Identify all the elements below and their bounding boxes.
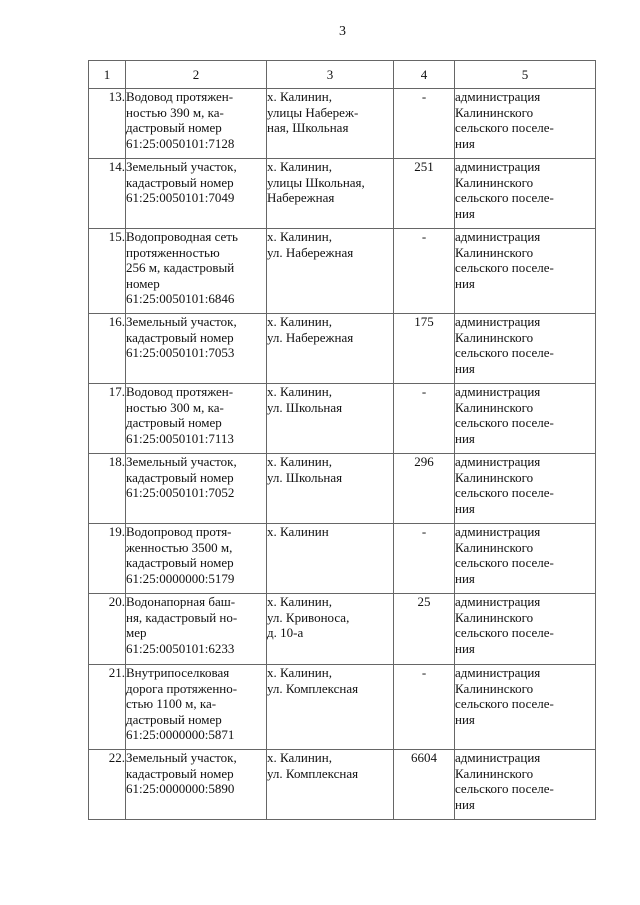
address: х. Калинин, улицы Школьная, Набережная bbox=[267, 159, 365, 205]
owner: администрация Калининского сельского поселе- ния bbox=[455, 159, 554, 221]
area-value: 175 bbox=[414, 314, 434, 329]
row-number-cell bbox=[89, 454, 126, 524]
object-name-cell bbox=[126, 594, 267, 665]
address: х. Калинин, ул. Школьная bbox=[267, 384, 343, 415]
table-row bbox=[89, 314, 596, 384]
address-cell bbox=[267, 159, 394, 229]
area-cell bbox=[394, 89, 455, 159]
column-header-name: 2 bbox=[126, 61, 267, 89]
owner-cell bbox=[455, 89, 596, 159]
address: х. Калинин, ул. Кривоноса, д. 10-а bbox=[267, 594, 350, 640]
row-number-cell bbox=[89, 89, 126, 159]
object-name-cell bbox=[126, 454, 267, 524]
row-number-cell bbox=[89, 524, 126, 594]
area-value: 251 bbox=[414, 159, 434, 174]
owner: администрация Калининского сельского поселе- ния bbox=[455, 229, 554, 291]
area-value: 25 bbox=[417, 594, 431, 609]
row-number: 18. bbox=[108, 454, 125, 469]
area-cell bbox=[394, 384, 455, 454]
object-name: Водовод протяжен- ностью 300 м, ка- дастровый номер 61:25:0050101:7113 bbox=[126, 384, 234, 446]
row-number-cell bbox=[89, 665, 126, 750]
table-row bbox=[89, 594, 596, 665]
row-number: 15. bbox=[108, 229, 125, 244]
owner: администрация Калининского сельского поселе- ния bbox=[455, 314, 554, 376]
table-row bbox=[89, 229, 596, 314]
address: х. Калинин, ул. Школьная bbox=[267, 454, 343, 485]
owner-cell bbox=[455, 229, 596, 314]
address: х. Калинин, ул. Набережная bbox=[267, 314, 354, 345]
row-number: 13. bbox=[108, 89, 125, 104]
owner: администрация Калининского сельского поселе- ния bbox=[455, 665, 554, 727]
object-name-cell bbox=[126, 159, 267, 229]
row-number: 14. bbox=[108, 159, 125, 174]
address-cell bbox=[267, 229, 394, 314]
owner-cell bbox=[455, 594, 596, 665]
table-row bbox=[89, 665, 596, 750]
owner: администрация Калининского сельского поселе- ния bbox=[455, 89, 554, 151]
row-number-cell bbox=[89, 229, 126, 314]
address-cell bbox=[267, 89, 394, 159]
table-row bbox=[89, 89, 596, 159]
column-header-owner: 5 bbox=[455, 61, 596, 89]
object-name-cell bbox=[126, 384, 267, 454]
row-number: 21. bbox=[108, 665, 125, 680]
owner-cell bbox=[455, 665, 596, 750]
area-cell bbox=[394, 229, 455, 314]
owner: администрация Калининского сельского поселе- ния bbox=[455, 750, 554, 812]
address-cell bbox=[267, 454, 394, 524]
row-number: 22. bbox=[108, 750, 125, 765]
table-row bbox=[89, 384, 596, 454]
address-cell bbox=[267, 750, 394, 820]
area-cell bbox=[394, 159, 455, 229]
owner: администрация Калининского сельского поселе- ния bbox=[455, 594, 554, 656]
object-name: Земельный участок, кадастровый номер 61:25:0050101:7052 bbox=[126, 454, 237, 500]
object-name: Водонапорная баш- ня, кадастровый но- мер 61:25:0050101:6233 bbox=[126, 594, 238, 656]
address-cell bbox=[267, 665, 394, 750]
area-cell bbox=[394, 524, 455, 594]
table-header-row bbox=[89, 61, 596, 89]
row-number: 17. bbox=[108, 384, 125, 399]
column-header-area: 4 bbox=[394, 61, 455, 89]
owner-cell bbox=[455, 314, 596, 384]
row-number-cell bbox=[89, 314, 126, 384]
owner-cell bbox=[455, 159, 596, 229]
area-value: - bbox=[421, 384, 427, 399]
row-number-cell bbox=[89, 594, 126, 665]
owner-cell bbox=[455, 750, 596, 820]
owner-cell bbox=[455, 454, 596, 524]
object-name-cell bbox=[126, 665, 267, 750]
area-value: - bbox=[421, 524, 427, 539]
address: х. Калинин, ул. Набережная bbox=[267, 229, 354, 260]
address-cell bbox=[267, 524, 394, 594]
area-cell bbox=[394, 665, 455, 750]
object-name: Внутрипоселковая дорога протяженно- стью 1100 м, ка- дастровый номер 61:25:0000000:5871 bbox=[126, 665, 238, 742]
table-row bbox=[89, 524, 596, 594]
object-name: Земельный участок, кадастровый номер 61:25:0050101:7053 bbox=[126, 314, 237, 360]
area-value: 296 bbox=[414, 454, 434, 469]
table-row bbox=[89, 750, 596, 820]
area-cell bbox=[394, 454, 455, 524]
object-name-cell bbox=[126, 314, 267, 384]
object-name-cell bbox=[126, 229, 267, 314]
table-row bbox=[89, 159, 596, 229]
object-name: Водовод протяжен- ностью 390 м, ка- дастровый номер 61:25:0050101:7128 bbox=[126, 89, 235, 151]
owner-cell bbox=[455, 384, 596, 454]
row-number-cell bbox=[89, 159, 126, 229]
row-number-cell bbox=[89, 384, 126, 454]
owner: администрация Калининского сельского поселе- ния bbox=[455, 524, 554, 586]
area-value: - bbox=[421, 89, 427, 104]
object-name-cell bbox=[126, 750, 267, 820]
address: х. Калинин, ул. Комплексная bbox=[267, 665, 359, 696]
address: х. Калинин bbox=[267, 524, 329, 539]
object-name: Земельный участок, кадастровый номер 61:25:0050101:7049 bbox=[126, 159, 237, 205]
object-name: Земельный участок, кадастровый номер 61:25:0000000:5890 bbox=[126, 750, 237, 796]
property-registry-table bbox=[88, 60, 596, 820]
address-cell bbox=[267, 314, 394, 384]
area-cell bbox=[394, 750, 455, 820]
table-row bbox=[89, 454, 596, 524]
address-cell bbox=[267, 384, 394, 454]
object-name-cell bbox=[126, 89, 267, 159]
row-number-cell bbox=[89, 750, 126, 820]
address: х. Калинин, улицы Набереж- ная, Школьная bbox=[267, 89, 359, 135]
area-cell bbox=[394, 314, 455, 384]
object-name-cell bbox=[126, 524, 267, 594]
address-cell bbox=[267, 594, 394, 665]
owner: администрация Калининского сельского поселе- ния bbox=[455, 454, 554, 516]
owner: администрация Калининского сельского поселе- ния bbox=[455, 384, 554, 446]
column-header-address: 3 bbox=[267, 61, 394, 89]
column-header-number: 1 bbox=[89, 61, 126, 89]
area-value: 6604 bbox=[411, 750, 437, 765]
owner-cell bbox=[455, 524, 596, 594]
object-name: Водопроводная сеть протяженностью 256 м, кадастровый номер 61:25:0050101:6846 bbox=[126, 229, 238, 306]
area-value: - bbox=[421, 229, 427, 244]
address: х. Калинин, ул. Комплексная bbox=[267, 750, 359, 781]
page-number: 3 bbox=[339, 24, 346, 39]
row-number: 20. bbox=[108, 594, 125, 609]
object-name: Водопровод протя- женностью 3500 м, кадастровый номер 61:25:0000000:5179 bbox=[126, 524, 235, 586]
area-value: - bbox=[421, 665, 427, 680]
area-cell bbox=[394, 594, 455, 665]
row-number: 16. bbox=[108, 314, 125, 329]
row-number: 19. bbox=[108, 524, 125, 539]
